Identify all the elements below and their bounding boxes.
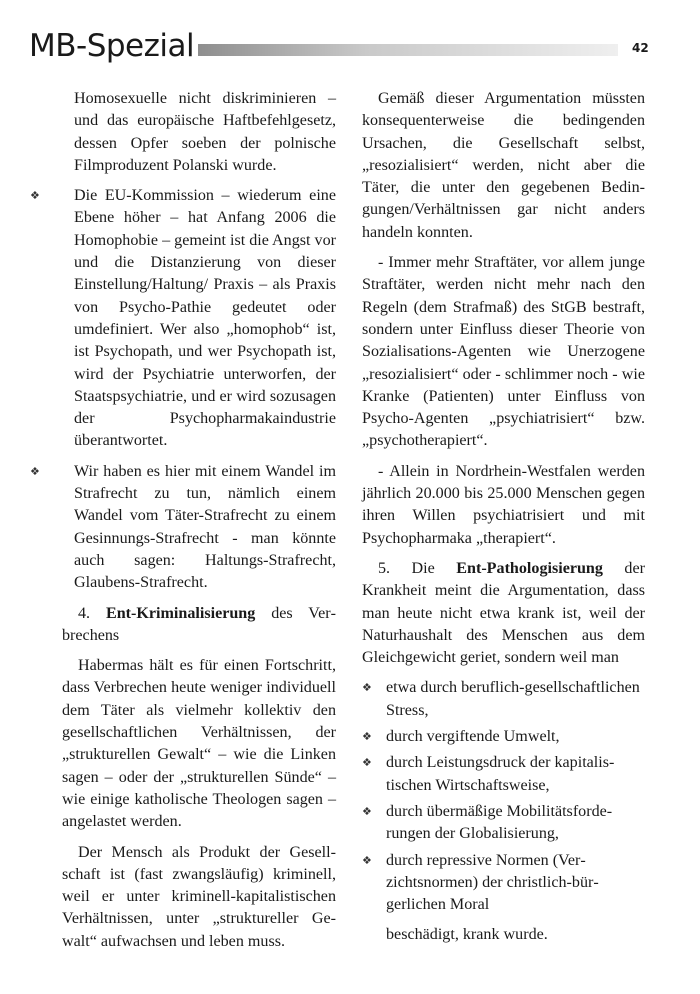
paragraph: Der Mensch als Produkt der Gesellschaft ist (fast zwangsläufig) kriminell, weil er unter kriminell-kapitalistischen Verhältnissen, unter „struktureller Gewalt“ aufwachsen und leben muss. <box>62 843 336 950</box>
paragraph: - Immer mehr Straftäter, vor allem junge Straftäter, werden nicht mehr nach den Regeln (dem Strafmaß) des StGB bestraft, sondern unter Einfluss dieser Theorie von Sozialisations-Agenten wie Unerzogene „resozialisiert“ oder - schlimmer noch - wie Kranke (Patienten) unter Einfluss von Psycho-Agenten „psychiatrisiert“ bzw. „psychotherapiert“. <box>362 254 645 450</box>
cause-list <box>362 677 645 916</box>
list-item-text: etwa durch beruflich-gesellschaftlichen Stress, <box>386 679 640 719</box>
list-item <box>362 801 645 846</box>
section-heading <box>362 558 645 669</box>
heading-number: 5. Die <box>378 559 435 577</box>
diamond-bullet-icon: ❖ <box>362 853 372 867</box>
diamond-bullet-icon: ❖ <box>362 730 372 744</box>
bullet-text: Die EU-Kommission – wiederum eine Ebene höher – hat Anfang 2006 die Homophobie – gemeint ist die Angst vor und die Distanzierung von dieser Einstellung/Haltung/ Praxis – als Praxis von Psycho-Pathie gedeutet oder umdefiniert. Wer also „homophob“ ist, ist Psychopath, und wer Psychopath ist, wird der Psychiatrie unterworfen, der Staatspsychiatrie, und er wird sozusagen der Psychopharmakaindustrie überantwortet. <box>74 187 336 450</box>
list-item-text: durch übermäßige Mobilitätsforderungen der Globalisierung, <box>386 802 613 843</box>
diamond-bullet-icon: ❖ <box>362 756 372 770</box>
bullet-item <box>30 185 336 453</box>
paragraph: - Allein in Nordrhein-Westfalen werden jährlich 20.000 bis 25.000 Menschen gegen ihren Willen psychiatrisiert und mit Psychopharmaka „therapiert“. <box>362 462 645 547</box>
right-column <box>362 88 645 955</box>
heading-bold: Ent-Kriminalisierung <box>105 604 256 622</box>
page-number: 42 <box>632 41 649 55</box>
diamond-bullet-icon: ❖ <box>30 189 40 203</box>
list-item <box>362 726 645 748</box>
page-header <box>0 0 700 70</box>
list-item <box>362 677 645 722</box>
list-item-text: durch Leistungsdruck der kapitalistischen Wirtschaftsweise, <box>386 754 615 794</box>
list-item-text: durch repressive Normen (Verzichtsnormen) der christlich-bürgerlichen Moral <box>386 851 599 914</box>
header-gradient-bar <box>198 44 618 56</box>
diamond-bullet-icon: ❖ <box>30 464 40 478</box>
diamond-bullet-icon: ❖ <box>362 681 372 695</box>
list-item <box>362 752 645 797</box>
left-column <box>30 88 336 961</box>
paragraph: Habermas hält es für einen Fortschritt, dass Verbrechen heute weniger individuell dem Täter als vielmehr kollektiv den gesellschaftlichen Verhältnissen, der „strukturellen Gewalt“ – wie die Linken sagen – oder der „strukturellen Sünde“ – wie einige katholische Theologen sagen – angelastet werden. <box>62 657 336 831</box>
heading-rest: der Krankheit meint die Argumentation, dass man heute nicht etwa krank ist, weil der Naturhaushalt des Menschen aus dem Gleichgewicht geriet, sondern weil man <box>362 559 645 667</box>
bullet-list <box>30 185 336 594</box>
heading-bold: Ent-Pathologisierung <box>456 559 603 577</box>
paragraph: Gemäß dieser Argumentation müssten konsequenterweise die bedingenden Ursachen, die Gesellschaft selbst, „resozialisiert“ werden, nicht aber die Täter, die unter den gegebenen Bedingungen/Verhältnissen gar nicht anders handeln konnten. <box>362 90 645 241</box>
heading-rest: des Verbrechens <box>62 604 336 644</box>
paragraph: beschädigt, krank wurde. <box>386 926 548 944</box>
list-item <box>362 850 645 917</box>
heading-number: 4. <box>78 604 91 622</box>
section-title: MB-Spezial <box>29 28 195 64</box>
diamond-bullet-icon: ❖ <box>362 804 372 818</box>
bullet-item <box>30 461 336 595</box>
bullet-text: Wir haben es hier mit einem Wandel im Strafrecht zu tun, nämlich einem Wandel vom Täter-Strafrecht zu einem Gesinnungs-Strafrecht - man könnte auch sagen: Haltungs-Strafrecht, Glaubens-Strafrecht. <box>74 462 336 592</box>
list-item-text: durch vergiftende Umwelt, <box>386 728 560 746</box>
section-heading <box>62 603 336 648</box>
paragraph: Homosexuelle nicht diskriminieren – und das europäische Haftbefehlgesetz, dessen Opfer soeben der polnische Filmproduzent Polanski wurde. <box>74 90 336 174</box>
